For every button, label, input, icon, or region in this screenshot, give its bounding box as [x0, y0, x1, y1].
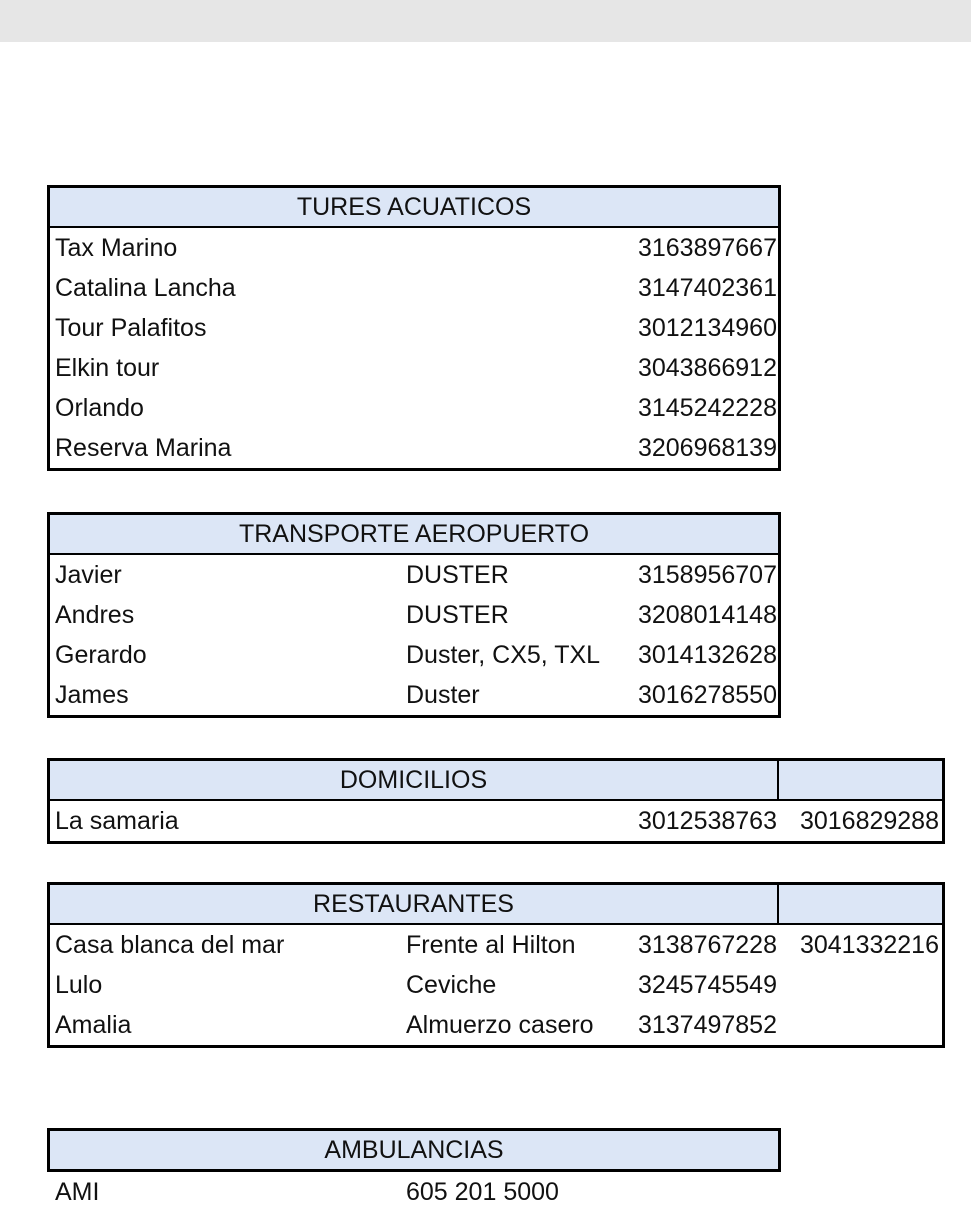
table-header	[50, 188, 778, 228]
contact-name: Reserva Marina	[55, 433, 232, 462]
contact-phone: 3016278550	[637, 680, 777, 709]
vehicle: DUSTER	[406, 600, 509, 629]
vehicle: Duster	[406, 680, 480, 709]
table-row	[47, 1172, 781, 1212]
restaurant-note: Frente al Hilton	[406, 930, 576, 959]
restaurant-name: Casa blanca del mar	[55, 930, 285, 959]
contact-name: Catalina Lancha	[55, 273, 236, 302]
table-title: AMBULANCIAS	[324, 1136, 504, 1164]
contact-name: Orlando	[55, 393, 144, 422]
contact-phone-2: 3016829288	[799, 806, 939, 835]
contact-name: Tax Marino	[55, 233, 178, 262]
vehicle: Duster, CX5, TXL	[406, 640, 601, 669]
contact-phone: 3014132628	[637, 640, 777, 669]
table-domicilios	[47, 758, 945, 844]
table-row	[50, 1005, 942, 1045]
contact-phone: 3163897667	[637, 233, 777, 262]
contact-phone: 3012538763	[637, 806, 777, 835]
vehicle: DUSTER	[406, 560, 509, 589]
contact-phone: 3245745549	[637, 970, 777, 999]
contact-phone: 3145242228	[637, 393, 777, 422]
restaurant-name: Amalia	[55, 1010, 132, 1039]
table-title: TRANSPORTE AEROPUERTO	[238, 520, 590, 548]
driver-name: James	[55, 680, 129, 709]
table-header	[50, 515, 778, 555]
table-row	[50, 925, 942, 965]
table-row	[50, 595, 778, 635]
restaurant-name: Lulo	[55, 970, 103, 999]
contact-phone: 3147402361	[637, 273, 777, 302]
contact-phone-2: 3041332216	[799, 930, 939, 959]
table-row	[50, 348, 778, 388]
table-row	[50, 428, 778, 468]
contact-phone: 3138767228	[637, 930, 777, 959]
table-row	[50, 555, 778, 595]
table-title: TURES ACUATICOS	[296, 193, 532, 221]
contact-phone: 605 201 5000	[406, 1177, 559, 1206]
driver-name: Gerardo	[55, 640, 147, 669]
driver-name: Javier	[55, 560, 122, 589]
contact-phone: 3012134960	[637, 313, 777, 342]
table-header	[50, 761, 942, 801]
table-ambulancias	[47, 1128, 781, 1212]
table-row	[50, 801, 942, 841]
table-header	[47, 1128, 781, 1172]
table-header	[50, 885, 942, 925]
table-row	[50, 635, 778, 675]
table-title: DOMICILIOS	[50, 761, 779, 799]
table-restaurantes	[47, 882, 945, 1048]
contact-name: AMI	[55, 1177, 100, 1206]
table-row	[50, 965, 942, 1005]
table-tures-acuaticos	[47, 185, 781, 471]
driver-name: Andres	[55, 600, 135, 629]
restaurant-note: Ceviche	[406, 970, 497, 999]
contact-phone: 3043866912	[637, 353, 777, 382]
contact-phone: 3137497852	[637, 1010, 777, 1039]
top-bar	[0, 0, 971, 42]
table-row	[50, 268, 778, 308]
contact-name: La samaria	[55, 806, 179, 835]
table-row	[50, 388, 778, 428]
table-title: RESTAURANTES	[50, 885, 779, 923]
table-row	[50, 675, 778, 715]
restaurant-note: Almuerzo casero	[406, 1010, 594, 1039]
table-row	[50, 228, 778, 268]
contact-phone: 3158956707	[637, 560, 777, 589]
contact-name: Tour Palafitos	[55, 313, 207, 342]
contact-phone: 3206968139	[637, 433, 777, 462]
table-row	[50, 308, 778, 348]
contact-phone: 3208014148	[637, 600, 777, 629]
table-transporte-aeropuerto	[47, 512, 781, 718]
contact-name: Elkin tour	[55, 353, 160, 382]
